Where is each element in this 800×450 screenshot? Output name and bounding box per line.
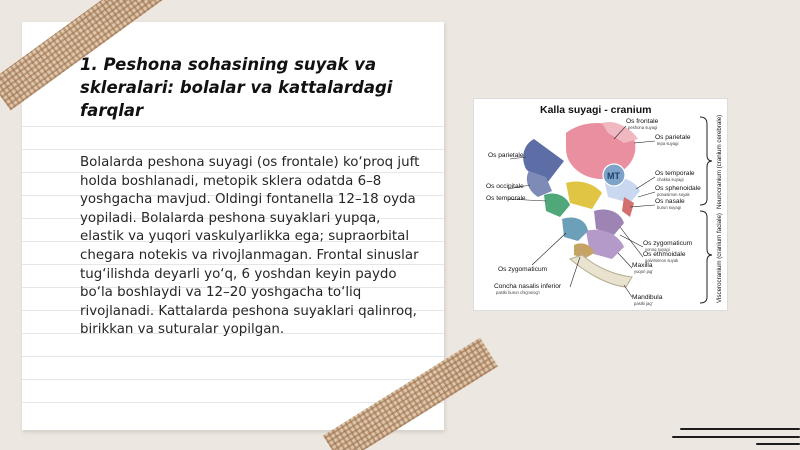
label-os-ethmoidale-sub: galvirsimon suyak — [645, 258, 679, 263]
label-os-occipitale: Os occipitale — [486, 183, 524, 190]
label-os-parietale-left: Os parietale — [488, 152, 524, 159]
label-mandibula: Mandibula — [632, 294, 663, 301]
label-os-frontale-sub: peshona suyagi — [628, 125, 658, 130]
label-os-zygomaticum-left: Os zygomaticum — [498, 266, 548, 273]
decorative-stroke — [672, 436, 800, 438]
mt-logo-text: MT — [607, 171, 620, 181]
label-os-temporale-right: Os temporale — [655, 170, 695, 177]
label-os-zygomaticum-right: Os zygomaticum — [643, 240, 693, 247]
label-mandibula-sub: pastki jag' — [634, 301, 653, 306]
label-os-frontale: Os frontale — [626, 118, 659, 125]
label-neurocranium: Neurocranium (cranium cerebrale) — [716, 114, 723, 209]
skull-diagram-image[interactable] — [473, 98, 728, 311]
label-maxilla-sub: yuqori jag' — [634, 269, 653, 274]
ruled-line — [22, 149, 444, 150]
ruled-line — [22, 126, 444, 127]
label-os-nasale: Os nasale — [655, 198, 685, 205]
side-braces — [700, 117, 712, 303]
temporal-bone-left — [544, 193, 570, 217]
sphenoid-bone — [566, 181, 602, 209]
label-os-parietale-right: Os parietale — [655, 134, 691, 141]
ruled-line — [22, 379, 444, 380]
label-os-zygomaticum-right-sub: yonoq suyagi — [645, 247, 670, 252]
slide-body-text[interactable]: Bolalarda peshona suyagi (os frontale) ko‘proq juft holda boshlanadi, metopik sklera odatda 6–8 yoshgacha mavjud. Oldingi fontanella 12–18 oyda yopiladi. Bolalarda peshona suyaklari yupqa, elastik va yuqori vaskulyarlikka ega; supraorbital chegara notekis va rivojlanmagan. Frontal sinuslar tug‘ilishda deyarli yo‘q, 6 yoshdan keyin paydo bo‘la boshlaydi va 12–20 yoshgacha to‘liq rivojlanadi. Kattalarda peshona suyaklari qalinroq, birikkan va suturalar yopilgan. — [80, 155, 420, 338]
label-maxilla: Maxilla — [632, 262, 653, 269]
ruled-line — [22, 356, 444, 357]
decorative-stroke — [756, 443, 800, 445]
decorative-stroke — [680, 428, 800, 430]
figure-title: Kalla suyagi - cranium — [540, 104, 652, 116]
label-os-temporale-left: Os temporale — [486, 195, 526, 202]
label-os-sphenoidale-sub: ponasimon suyak — [657, 192, 690, 197]
label-os-temporale-right-sub: chakka suyagi — [657, 177, 684, 182]
slide-title[interactable]: 1. Peshona sohasining suyak va skleralari: bolalar va kattalardagi farqlar — [80, 55, 393, 120]
label-os-parietale-right-sub: tepa suyagi — [657, 141, 679, 146]
label-concha-nasalis-inferior: Concha nasalis inferior — [494, 283, 562, 290]
label-viscerocranium: Viscerocranium (cranium faciale) — [716, 213, 723, 303]
zygomatic-bone — [562, 218, 588, 242]
maxilla-bone — [586, 230, 624, 259]
label-os-nasale-sub: burun suyagi — [657, 205, 681, 210]
label-os-sphenoidale: Os sphenoidale — [655, 185, 701, 192]
skull-illustration — [523, 122, 640, 287]
label-os-ethmoidale: Os ethmoidale — [643, 251, 686, 258]
label-concha-nasalis-inferior-sub: pastki burun chig'anog'i — [496, 290, 540, 295]
